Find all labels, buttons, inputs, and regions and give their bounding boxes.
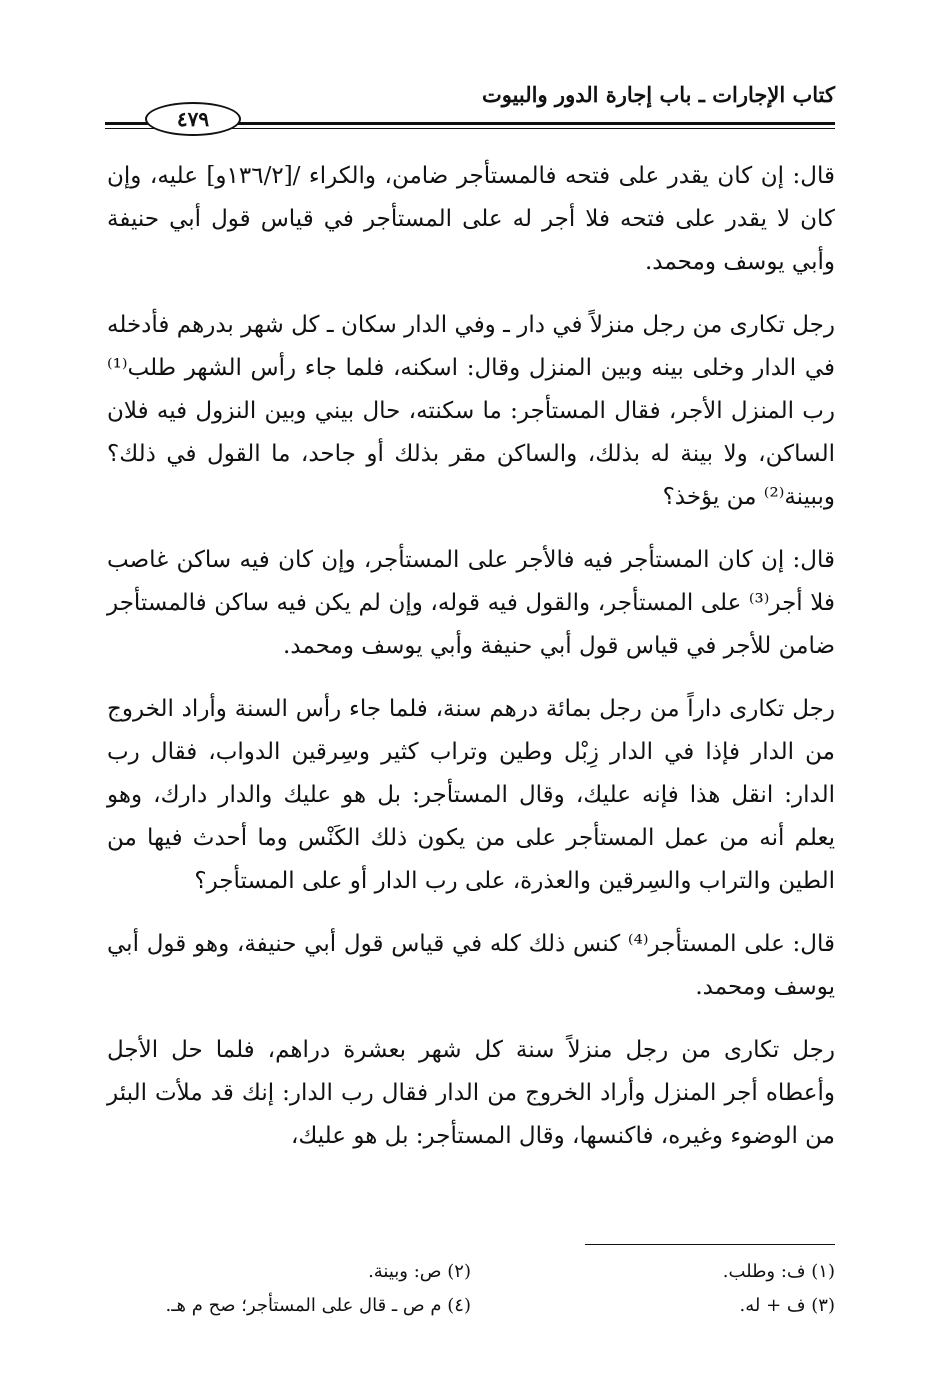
paragraph: قال: إن كان يقدر على فتحه فالمستأجر ضامن، والكراء /[١٣٦/٢و] عليه، وإن كان لا يقدر على فتحه فلا أجر له على المستأجر في قياس قول أبي حنيفة وأبي يوسف ومحمد. bbox=[107, 163, 836, 275]
running-header bbox=[105, 80, 835, 138]
paragraph: رجل تكارى من رجل منزلاً في دار ـ وفي الدار سكان ـ كل شهر بدرهم فأدخله في الدار وخلى بينه وبين المنزل وقال: اسكنه، فلما جاء رأس الشهر طلب⁽¹⁾ رب المنزل الأجر، فقال المستأجر: ما سكنته، حال بيني وبين النزول فيه فلان الساكن، ولا بينة له بذلك، والساكن مقر بذلك أو جاحد، ما القول في ذلك؟ وببينة⁽²⁾ من يؤخذ؟ bbox=[107, 312, 835, 510]
footnote-separator bbox=[585, 1244, 835, 1245]
paragraph: رجل تكارى من رجل منزلاً سنة كل شهر بعشرة دراهم، فلما حل الأجل وأعطاه أجر المنزل وأراد الخروج من الدار فقال رب الدار: إنك قد ملأت البئر من الوضوء وغيره، فاكنسها، وقال المستأجر: بل هو عليك، bbox=[107, 1037, 835, 1149]
page-number: ٤٧٩ bbox=[145, 102, 241, 136]
footnote: (٢) ص: وبينة. bbox=[368, 1261, 471, 1282]
footnote: (٤) م ص ـ قال على المستأجر؛ صح م هـ. bbox=[165, 1295, 471, 1316]
footnote: (٣) ف + له. bbox=[739, 1295, 835, 1316]
paragraph: رجل تكارى داراً من رجل بمائة درهم سنة، فلما جاء رأس السنة وأراد الخروج من الدار فإذا في الدار زِبْل وطين وتراب كثير وسِرقين الدواب، فقال رب الدار: انقل هذا فإنه عليك، وقال المستأجر: بل هو عليك والدار دارك، وهو يعلم أنه من عمل المستأجر على من يكون ذلك الكَنْس وما أحدث فيها من الطين والتراب والسِرقين والعذرة، على رب الدار أو على المستأجر؟ bbox=[107, 696, 835, 894]
body-text bbox=[107, 155, 835, 1178]
chapter-title: كتاب الإجارات ـ باب إجارة الدور والبيوت bbox=[481, 82, 835, 107]
footnote: (١) ف: وطلب. bbox=[722, 1261, 835, 1282]
footnotes bbox=[107, 1255, 835, 1323]
paragraph: قال: على المستأجر⁽⁴⁾ كنس ذلك كله في قياس قول أبي حنيفة، وهو قول أبي يوسف ومحمد. bbox=[107, 931, 836, 1000]
paragraph: قال: إن كان المستأجر فيه فالأجر على المستأجر، وإن كان فيه ساكن غاصب فلا أجر⁽³⁾ على المستأجر، والقول فيه قوله، وإن لم يكن فيه ساكن فالمستأجر ضامن للأجر في قياس قول أبي حنيفة وأبي يوسف ومحمد. bbox=[107, 547, 835, 659]
